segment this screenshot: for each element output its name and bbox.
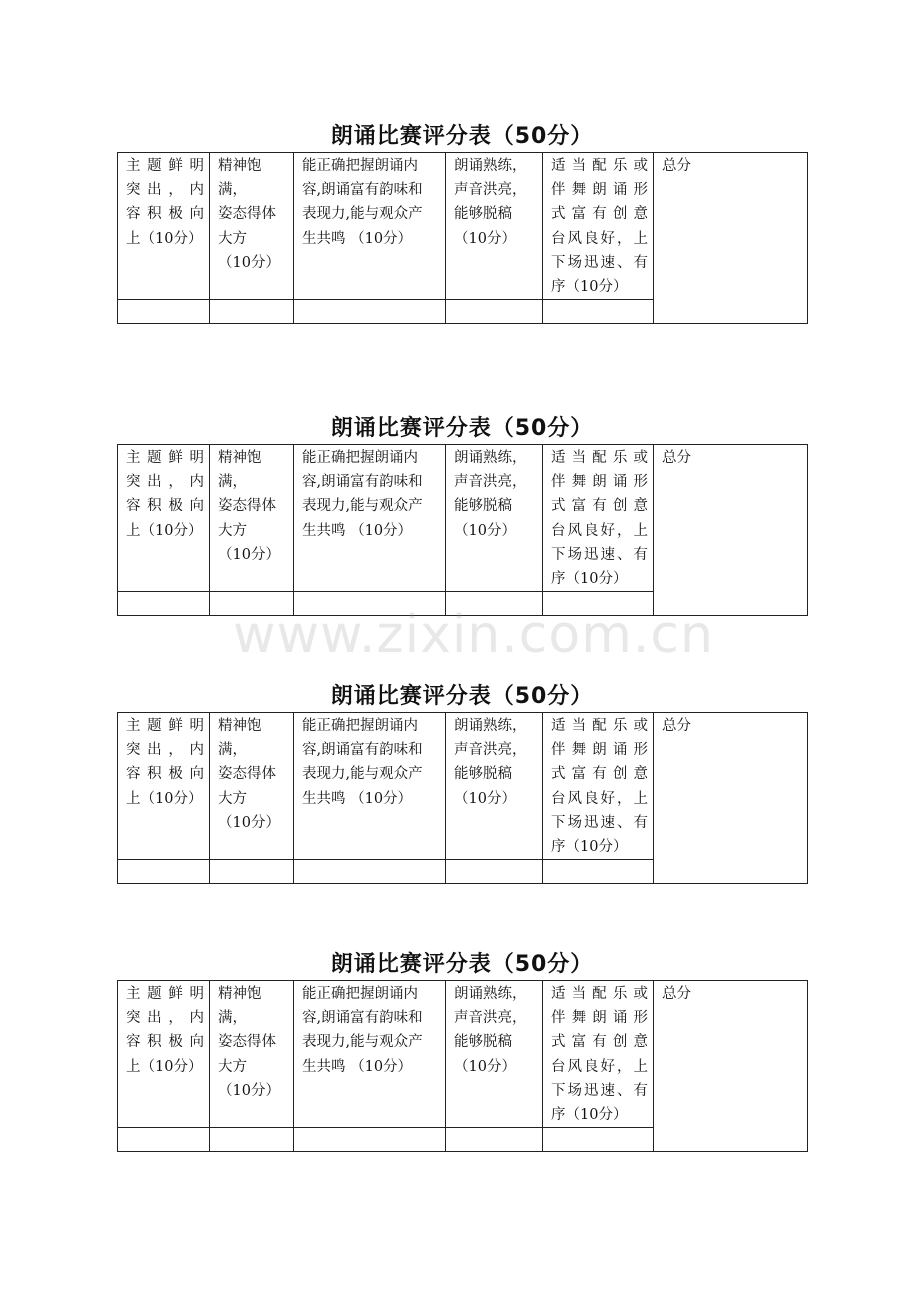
score-cell-content[interactable] [294, 592, 446, 616]
criterion-fluency [446, 981, 543, 1128]
criterion-line: 姿态得体 [218, 766, 276, 783]
score-cell-fluency[interactable] [446, 860, 543, 884]
criterion-line: 朗诵熟练， [454, 718, 527, 734]
criterion-content [294, 713, 446, 860]
criterion-line: 台风良好，上 [551, 790, 648, 807]
criterion-line: 表现力,能与观众产 [302, 206, 423, 223]
criterion-line: 生共鸣 （10分） [302, 790, 413, 807]
criterion-line: 台风良好，上 [551, 230, 648, 247]
criterion-line: 能够脱稿 [454, 1034, 512, 1051]
criterion-line: （10分） [218, 546, 280, 563]
criterion-line: 上（10分） [126, 522, 203, 539]
criterion-line: 式富有创意 [551, 206, 648, 223]
total-score-cell[interactable] [654, 153, 808, 324]
criterion-line: （10分） [454, 1058, 516, 1075]
criterion-line: 式富有创意 [551, 498, 648, 515]
form-title: 朗诵比赛评分表（50分） [330, 124, 594, 149]
score-table [117, 980, 808, 1152]
score-form [117, 414, 807, 616]
criterion-line: 精神饱满， [218, 718, 262, 759]
criterion-line: 朗诵熟练， [454, 986, 527, 1002]
total-score-cell[interactable] [654, 981, 808, 1152]
score-table [117, 444, 808, 616]
criterion-line: 声音洪亮， [454, 1010, 527, 1027]
criterion-line: 容积极向 [126, 1034, 204, 1051]
score-form [117, 682, 807, 884]
criterion-content [294, 981, 446, 1128]
criterion-line: （10分） [454, 230, 516, 247]
criterion-fluency [446, 713, 543, 860]
criterion-line: 序（10分） [551, 839, 628, 856]
criterion-line: 大方 [218, 522, 247, 539]
criterion-line: 序（10分） [551, 279, 628, 296]
criterion-line: 容积极向 [126, 766, 204, 783]
criterion-line: （10分） [218, 1082, 280, 1099]
watermark-text: www.zixin.com.cn [233, 605, 714, 665]
criterion-content [294, 445, 446, 592]
criterion-theme [118, 713, 210, 860]
criterion-line: 声音洪亮， [454, 742, 527, 759]
score-cell-spirit[interactable] [210, 1128, 294, 1152]
criterion-line: 能正确把握朗诵内 [302, 450, 418, 466]
score-cell-spirit[interactable] [210, 300, 294, 324]
score-form [117, 950, 807, 1152]
criterion-line: 声音洪亮， [454, 182, 527, 199]
criterion-spirit [210, 153, 294, 300]
score-table [117, 152, 808, 324]
criterion-spirit [210, 445, 294, 592]
criterion-line: 大方 [218, 230, 247, 247]
criterion-line: 容,朗诵富有韵味和 [302, 474, 423, 491]
criterion-line: 容,朗诵富有韵味和 [302, 1010, 423, 1027]
criterion-fluency [446, 445, 543, 592]
total-label: 总分 [662, 158, 691, 174]
criterion-line: 下场迅速、有 [551, 254, 648, 271]
criterion-line: 生共鸣 （10分） [302, 230, 413, 247]
criteria-row [118, 713, 808, 860]
criterion-line: 能够脱稿 [454, 498, 512, 515]
criterion-line: 能正确把握朗诵内 [302, 986, 418, 1002]
criterion-line: 精神饱满， [218, 450, 262, 491]
score-cell-spirit[interactable] [210, 592, 294, 616]
criterion-spirit [210, 981, 294, 1128]
score-cell-fluency[interactable] [446, 592, 543, 616]
criterion-line: 表现力,能与观众产 [302, 498, 423, 515]
score-cell-creativity[interactable] [543, 300, 654, 324]
criterion-line: 台风良好，上 [551, 522, 648, 539]
criterion-line: 式富有创意 [551, 1034, 648, 1051]
criterion-theme [118, 445, 210, 592]
criterion-line: 容,朗诵富有韵味和 [302, 742, 423, 759]
score-table [117, 712, 808, 884]
criterion-line: 姿态得体 [218, 498, 276, 515]
score-cell-creativity[interactable] [543, 860, 654, 884]
criteria-row [118, 981, 808, 1128]
criterion-line: 容积极向 [126, 206, 204, 223]
criterion-line: 表现力,能与观众产 [302, 1034, 423, 1051]
criterion-line: 上（10分） [126, 230, 203, 247]
criterion-line: 伴舞朗诵形 [551, 742, 648, 759]
criteria-row [118, 445, 808, 592]
criterion-fluency [446, 153, 543, 300]
criterion-line: 式富有创意 [551, 766, 648, 783]
criteria-row [118, 153, 808, 300]
form-title: 朗诵比赛评分表（50分） [330, 416, 594, 441]
criterion-line: 能正确把握朗诵内 [302, 718, 418, 734]
score-cell-theme[interactable] [118, 860, 210, 884]
criterion-line: 精神饱满， [218, 158, 262, 199]
criterion-line: 上（10分） [126, 1058, 203, 1075]
form-title: 朗诵比赛评分表（50分） [330, 952, 594, 977]
criterion-creativity [543, 445, 654, 592]
criterion-line: 突出，内 [126, 182, 204, 199]
criterion-line: 能够脱稿 [454, 206, 512, 223]
total-label: 总分 [662, 450, 691, 466]
criterion-theme [118, 153, 210, 300]
criterion-line: 大方 [218, 790, 247, 807]
criterion-line: 生共鸣 （10分） [302, 522, 413, 539]
score-cell-theme[interactable] [118, 1128, 210, 1152]
criterion-line: （10分） [454, 522, 516, 539]
criterion-creativity [543, 153, 654, 300]
criterion-line: （10分） [218, 814, 280, 831]
criterion-line: 适当配乐或 [551, 718, 648, 734]
criterion-line: 下场迅速、有 [551, 814, 648, 831]
total-label: 总分 [662, 718, 691, 734]
criterion-line: 伴舞朗诵形 [551, 182, 648, 199]
criterion-line: 精神饱满， [218, 986, 262, 1027]
criterion-line: 主题鲜明 [126, 986, 204, 1002]
criterion-line: 姿态得体 [218, 1034, 276, 1051]
criterion-line: 大方 [218, 1058, 247, 1075]
score-cell-content[interactable] [294, 860, 446, 884]
criterion-line: 姿态得体 [218, 206, 276, 223]
total-label: 总分 [662, 986, 691, 1002]
score-cell-content[interactable] [294, 1128, 446, 1152]
criterion-line: 主题鲜明 [126, 158, 204, 174]
criterion-creativity [543, 713, 654, 860]
criterion-creativity [543, 981, 654, 1128]
criterion-line: 主题鲜明 [126, 718, 204, 734]
criterion-line: 朗诵熟练， [454, 450, 527, 466]
total-score-cell[interactable] [654, 713, 808, 884]
criterion-line: 能够脱稿 [454, 766, 512, 783]
score-cell-theme[interactable] [118, 300, 210, 324]
criterion-line: 序（10分） [551, 571, 628, 588]
criterion-line: 声音洪亮， [454, 474, 527, 491]
criterion-line: 伴舞朗诵形 [551, 474, 648, 491]
criterion-line: 下场迅速、有 [551, 546, 648, 563]
criterion-theme [118, 981, 210, 1128]
criterion-line: 突出，内 [126, 1010, 204, 1027]
criterion-line: 容积极向 [126, 498, 204, 515]
criterion-line: 容,朗诵富有韵味和 [302, 182, 423, 199]
criterion-line: 序（10分） [551, 1107, 628, 1124]
criterion-spirit [210, 713, 294, 860]
criterion-line: 主题鲜明 [126, 450, 204, 466]
score-cell-fluency[interactable] [446, 300, 543, 324]
criterion-content [294, 153, 446, 300]
criterion-line: 伴舞朗诵形 [551, 1010, 648, 1027]
criterion-line: 适当配乐或 [551, 158, 648, 174]
score-cell-fluency[interactable] [446, 1128, 543, 1152]
criterion-line: 下场迅速、有 [551, 1082, 648, 1099]
form-title: 朗诵比赛评分表（50分） [330, 684, 594, 709]
criterion-line: （10分） [218, 254, 280, 271]
criterion-line: 生共鸣 （10分） [302, 1058, 413, 1075]
criterion-line: 朗诵熟练， [454, 158, 527, 174]
score-cell-content[interactable] [294, 300, 446, 324]
score-form [117, 122, 807, 324]
criterion-line: （10分） [454, 790, 516, 807]
criterion-line: 表现力,能与观众产 [302, 766, 423, 783]
criterion-line: 突出，内 [126, 742, 204, 759]
criterion-line: 台风良好，上 [551, 1058, 648, 1075]
criterion-line: 突出，内 [126, 474, 204, 491]
criterion-line: 能正确把握朗诵内 [302, 158, 418, 174]
score-cell-spirit[interactable] [210, 860, 294, 884]
criterion-line: 适当配乐或 [551, 450, 648, 466]
score-cell-creativity[interactable] [543, 592, 654, 616]
criterion-line: 上（10分） [126, 790, 203, 807]
criterion-line: 适当配乐或 [551, 986, 648, 1002]
score-cell-creativity[interactable] [543, 1128, 654, 1152]
score-cell-theme[interactable] [118, 592, 210, 616]
total-score-cell[interactable] [654, 445, 808, 616]
